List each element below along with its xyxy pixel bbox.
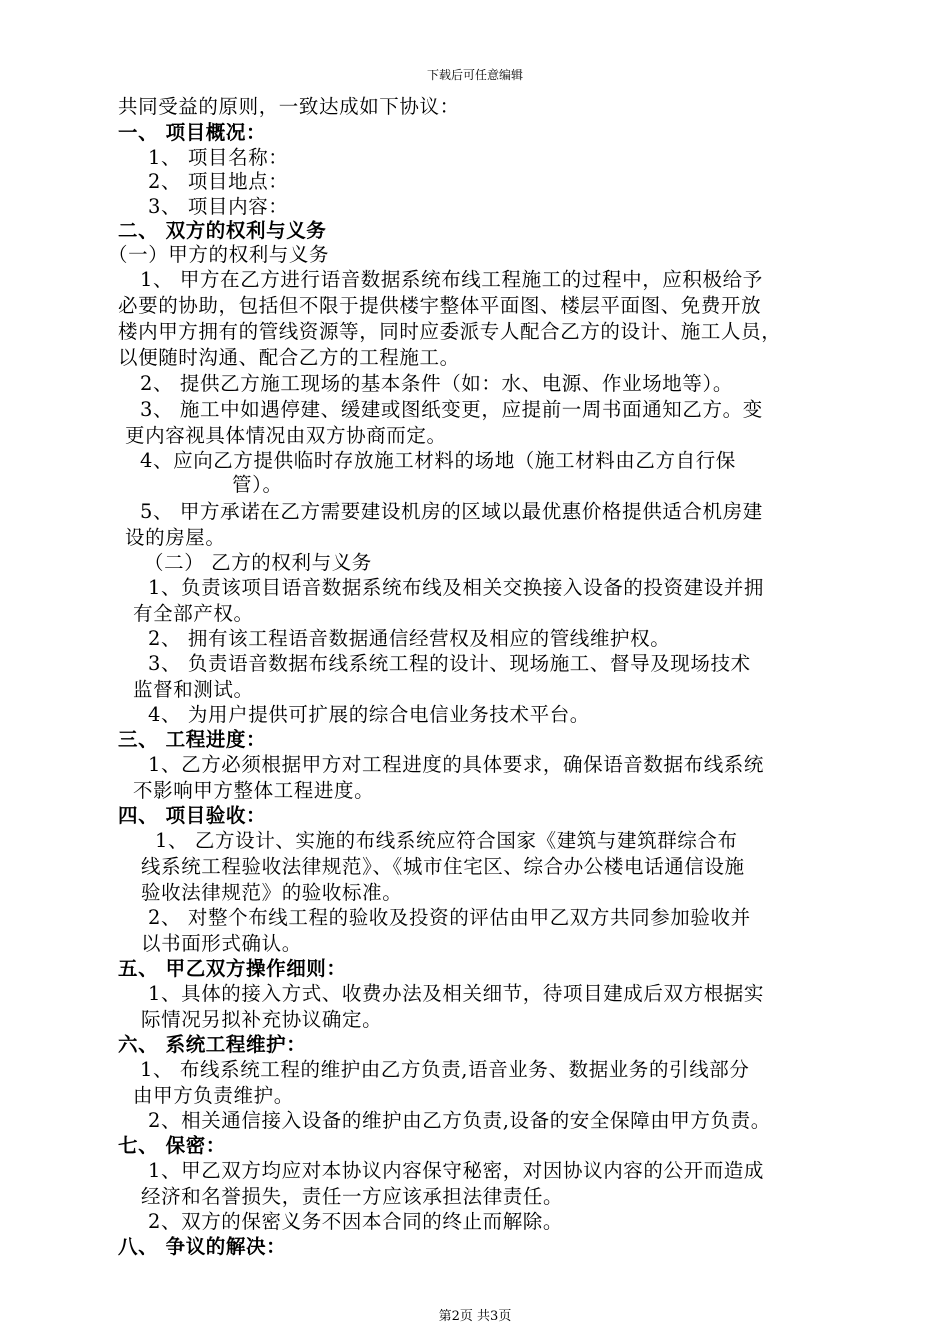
section-heading: 五、 甲乙双方操作细则： (118, 957, 347, 980)
paragraph-line: 必要的协助，包括但不限于提供楼宇整体平面图、楼层平面图、免费开放 (118, 294, 762, 317)
paragraph-line: 不影响甲方整体工程进度。 (133, 779, 375, 802)
page-header-note: 下载后可任意编辑 (426, 68, 523, 82)
list-item: 2、 项目地点： (148, 170, 289, 193)
paragraph-line: 共同受益的原则，一致达成如下协议： (118, 95, 460, 118)
paragraph-line: 际情况另拟补充协议确定。 (141, 1008, 383, 1031)
paragraph-line: 4、 为用户提供可扩展的综合电信业务技术平台。 (148, 703, 590, 726)
paragraph-line: 3、 施工中如遇停建、缓建或图纸变更，应提前一周书面通知乙方。变 (140, 398, 763, 421)
paragraph-line: 1、 乙方设计、实施的布线系统应符合国家《建筑与建筑群综合布 (155, 829, 738, 852)
subsection-heading: （二） 乙方的权利与义务 (144, 551, 372, 574)
page-number-footer: 第2页 共3页 (438, 1309, 512, 1324)
paragraph-line: 2、 对整个布线工程的验收及投资的评估由甲乙双方共同参加验收并 (148, 906, 751, 929)
section-heading: 三、 工程进度： (118, 728, 267, 751)
paragraph-line: 2、 拥有该工程语音数据通信经营权及相应的管线维护权。 (148, 627, 671, 650)
paragraph-line: 线系统工程验收法律规范》、《城市住宅区、综合办公楼电话通信设施 (141, 855, 745, 878)
paragraph-line: 更内容视具体情况由双方协商而定。 (125, 424, 447, 447)
list-item: 1、 项目名称： (148, 146, 289, 169)
paragraph-line: 2、双方的保密义务不因本合同的终止而解除。 (148, 1210, 564, 1233)
paragraph-line: 1、甲乙双方均应对本协议内容保守秘密，对因协议内容的公开而造成 (148, 1159, 765, 1182)
paragraph-line: 监督和测试。 (133, 678, 254, 701)
section-heading: 六、 系统工程维护： (118, 1033, 307, 1056)
paragraph-line: 验收法律规范》的验收标准。 (141, 881, 403, 904)
paragraph-line: 5、 甲方承诺在乙方需要建设机房的区域以最优惠价格提供适合机房建 (140, 500, 763, 523)
paragraph-line: 3、 负责语音数据布线系统工程的设计、现场施工、督导及现场技术 (148, 652, 751, 675)
section-heading: 二、 双方的权利与义务 (118, 219, 327, 242)
paragraph-line: 以便随时沟通、配合乙方的工程施工。 (118, 346, 460, 369)
paragraph-line: 2、 提供乙方施工现场的基本条件（如：水、电源、作业场地等）。 (140, 372, 733, 395)
paragraph-line: 1、 布线系统工程的维护由乙方负责,语音业务、数据业务的引线部分 (140, 1058, 750, 1081)
paragraph-line: 有全部产权。 (133, 602, 254, 625)
paragraph-line: 楼内甲方拥有的管线资源等，同时应委派专人配合乙方的设计、施工人员， (118, 320, 782, 343)
paragraph-line: 管）。 (232, 473, 283, 496)
paragraph-line: 设的房屋。 (125, 526, 226, 549)
list-item: 3、 项目内容： (148, 195, 289, 218)
paragraph-line: 以书面形式确认。 (141, 932, 302, 955)
paragraph-line: 1、 甲方在乙方进行语音数据系统布线工程施工的过程中，应积极给予 (140, 268, 763, 291)
paragraph-line: 1、负责该项目语音数据系统布线及相关交换接入设备的投资建设并拥 (148, 576, 765, 599)
section-heading: 七、 保密： (118, 1134, 226, 1157)
paragraph-line: 2、相关通信接入设备的维护由乙方负责,设备的安全保障由甲方负责。 (148, 1109, 771, 1132)
paragraph-line: 由甲方负责维护。 (133, 1084, 294, 1107)
section-heading: 四、 项目验收： (118, 804, 267, 827)
section-heading: 八、 争议的解决： (118, 1235, 287, 1258)
subsection-heading: （一）甲方的权利与义务 (108, 243, 330, 266)
section-heading: 一、 项目概况： (118, 121, 267, 144)
paragraph-line: 1、乙方必须根据甲方对工程进度的具体要求，确保语音数据布线系统 (148, 753, 765, 776)
paragraph-line: 1、具体的接入方式、收费办法及相关细节，待项目建成后双方根据实 (148, 982, 765, 1005)
paragraph-line: 4、应向乙方提供临时存放施工材料的场地（施工材料由乙方自行保 (140, 449, 736, 472)
paragraph-line: 经济和名誉损失，责任一方应该承担法律责任。 (141, 1185, 564, 1208)
